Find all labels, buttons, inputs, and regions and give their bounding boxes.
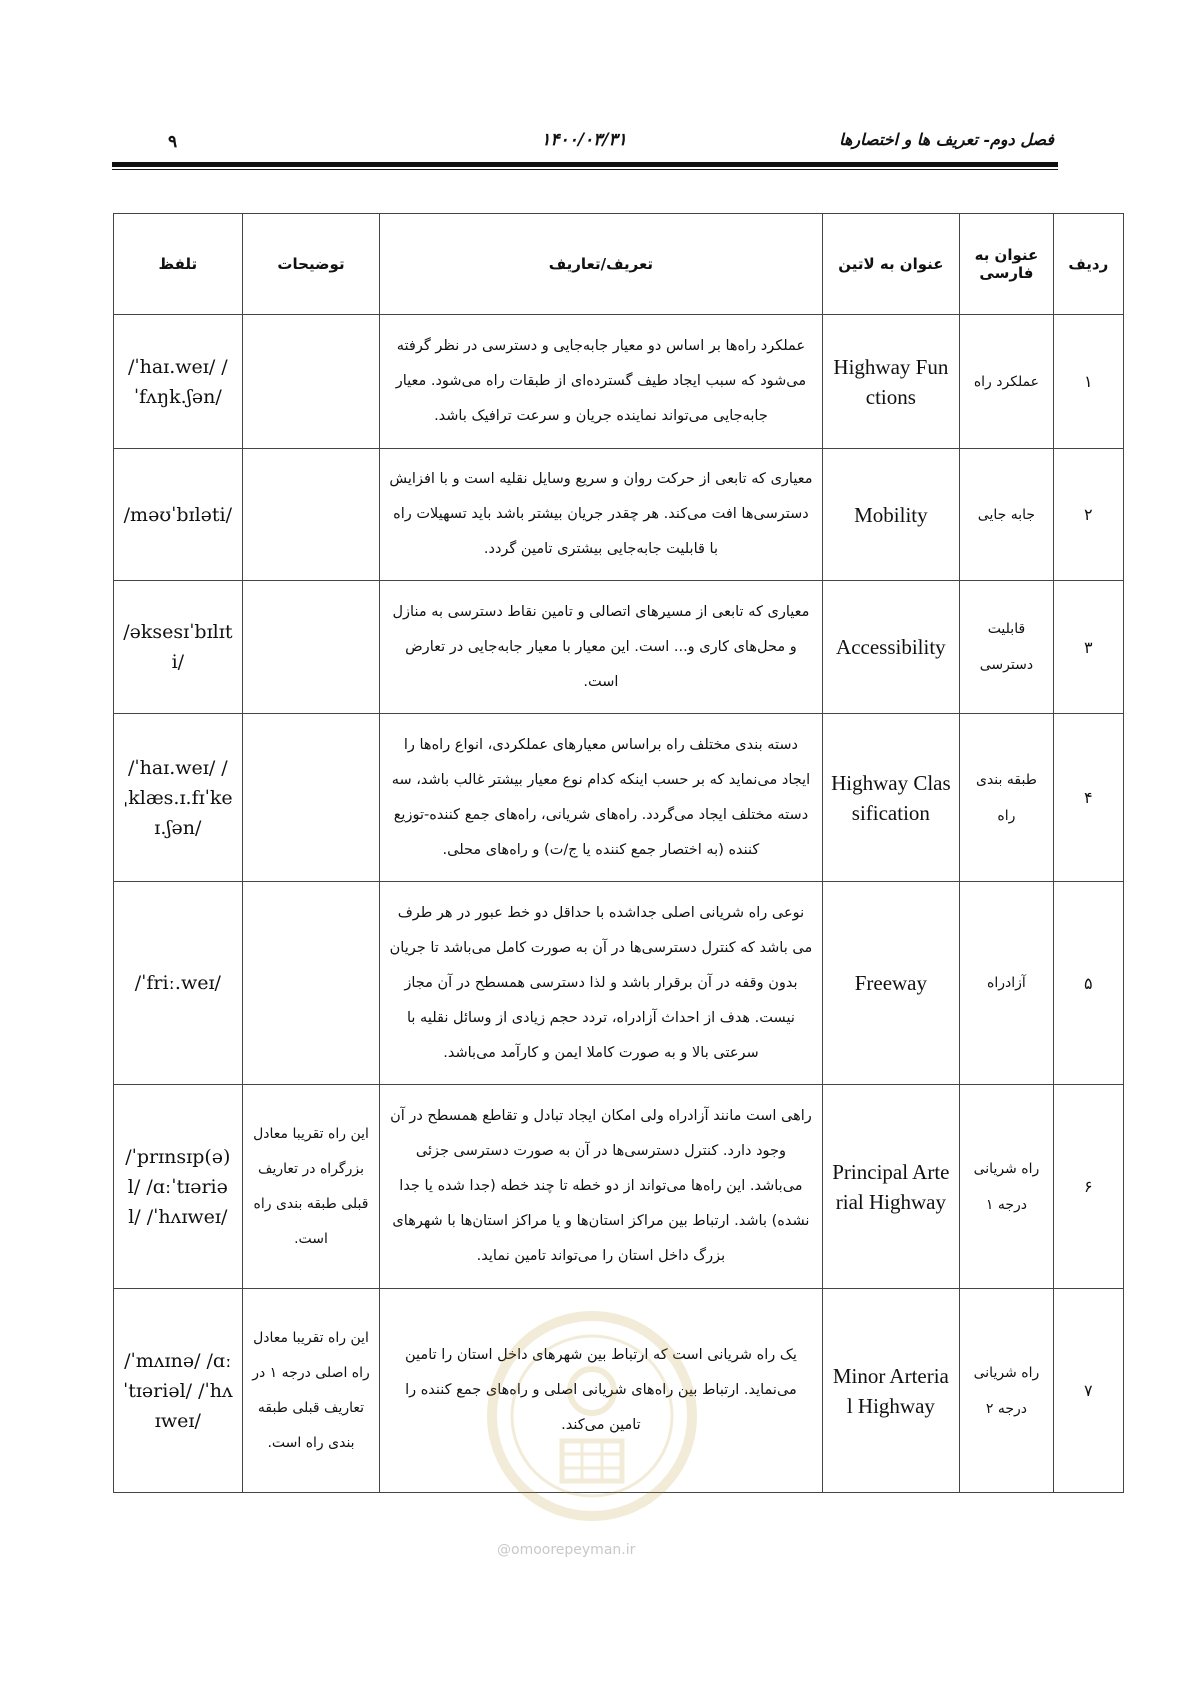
pronunciation: /ˈprɪnsɪp(ə)l/ /ɑːˈtɪəriəl/ /ˈhʌɪweɪ/ [114, 1085, 243, 1289]
definition: معیاری که تابعی از حرکت روان و سریع وسایل نقلیه است و با افزایش دسترسی‌ها افت می‌کند. هر چقدر جریان بیشتر باشد باید تسهیلات راه با قابلیت جابه‌جایی بیشتری تامین گردد. [380, 449, 822, 581]
row-number: ۴ [1053, 714, 1123, 882]
pronunciation: /məʊˈbɪləti/ [114, 449, 243, 581]
latin-title: Accessibility [822, 581, 960, 714]
latin-title: Freeway [822, 882, 960, 1085]
notes: این راه تقریبا معادل بزرگراه در تعاریف قبلی طبقه بندی راه است. [242, 1085, 380, 1289]
header-rule-thin [112, 169, 1058, 170]
latin-title: Highway Classification [822, 714, 960, 882]
row-number: ۲ [1053, 449, 1123, 581]
persian-title: عملکرد راه [960, 315, 1053, 449]
col-header-definition: تعریف/تعاریف [380, 214, 822, 315]
page-number: ۹ [168, 132, 178, 152]
persian-title: راه شریانی درجه ۲ [960, 1289, 1053, 1493]
pronunciation: /əksesɪˈbɪlɪti/ [114, 581, 243, 714]
table-row [114, 315, 1124, 449]
pronunciation: /ˈhaɪ.weɪ/ /ˈfʌŋk.ʃən/ [114, 315, 243, 449]
watermark-seal-icon [482, 1296, 702, 1566]
persian-title: آزادراه [960, 882, 1053, 1085]
row-number: ۶ [1053, 1085, 1123, 1289]
document-date: ۱۴۰۰/۰۳/۳۱ [541, 130, 627, 150]
definition: نوعی راه شریانی اصلی جداشده با حداقل دو خط عبور در هر طرف می باشد که کنترل دسترسی‌ها در آن به صورت کامل می‌باشد تا جریان بدون وقفه در آن برقرار باشد و لذا دسترسی همسطح در آن مجاز نیست. هدف از احداث آزادراه، تردد حجم زیادی از وسائل نقلیه با سرعتی بالا و به صورت کاملا ایمن و کارآمد می‌باشد. [380, 882, 822, 1085]
notes [242, 315, 380, 449]
notes [242, 882, 380, 1085]
pronunciation: /ˈfriː.weɪ/ [114, 882, 243, 1085]
col-header-pronunciation: تلفظ [114, 214, 243, 315]
table-row [114, 1085, 1124, 1289]
persian-title: راه شریانی درجه ۱ [960, 1085, 1053, 1289]
latin-title: Highway Functions [822, 315, 960, 449]
col-header-latin-title: عنوان به لاتین [822, 214, 960, 315]
row-number: ۱ [1053, 315, 1123, 449]
definition: معیاری که تابعی از مسیرهای اتصالی و تامین نقاط دسترسی به منازل و محل‌های کاری و... است. این معیار با معیار جابه‌جایی در تعارض است. [380, 581, 822, 714]
definition: راهی است مانند آزادراه ولی امکان ایجاد تبادل و تقاطع همسطح در آن وجود دارد. کنترل دسترسی‌ها در آن به صورت دسترسی جزئی می‌باشد. این راه‌ها می‌تواند از دو خطه تا چند خطه (جدا شده یا جدا نشده) باشد. ارتباط بین مراکز استان‌ها و یا مراکز استان‌ها با شهرهای بزرگ داخل استان را می‌تواند تامین نماید. [380, 1085, 822, 1289]
latin-title: Minor Arterial Highway [822, 1289, 960, 1493]
row-number: ۷ [1053, 1289, 1123, 1493]
table-row [114, 714, 1124, 882]
row-number: ۳ [1053, 581, 1123, 714]
definition: دسته بندی مختلف راه براساس معیارهای عملکردی، انواع راه‌ها را ایجاد می‌نماید که بر حسب اینکه کدام نوع معیار بیشتر غالب باشد، سه دسته مختلف ایجاد می‌گردد. راه‌های شریانی، راه‌های جمع کننده-توزیع کننده (به اختصار جمع کننده یا ج/ت) و راه‌های محلی. [380, 714, 822, 882]
pronunciation: /ˈmʌɪnə/ /ɑːˈtɪəriəl/ /ˈhʌɪweɪ/ [114, 1289, 243, 1493]
persian-title: جابه جایی [960, 449, 1053, 581]
table-row [114, 449, 1124, 581]
col-header-row: ردیف [1053, 214, 1123, 315]
row-number: ۵ [1053, 882, 1123, 1085]
persian-title: طبقه بندی راه [960, 714, 1053, 882]
notes: این راه تقریبا معادل راه اصلی درجه ۱ در تعاریف قبلی طبقه بندی راه است. [242, 1289, 380, 1493]
table-header-row [114, 214, 1124, 315]
header-rule-thick [112, 162, 1058, 167]
definition: یک راه شریانی است که ارتباط بین شهرهای داخل استان را تامین می‌نماید. ارتباط بین راه‌های شریانی اصلی و راه‌های جمع کننده را تامین می‌کند. [380, 1289, 822, 1493]
notes [242, 449, 380, 581]
definition: عملکرد راه‌ها بر اساس دو معیار جابه‌جایی و دسترسی در نظر گرفته می‌شود که سبب ایجاد طیف گسترده‌ای از طبقات راه می‌شود. معیار جابه‌جایی می‌تواند نماینده جریان و سرعت ترافیک باشد. [380, 315, 822, 449]
chapter-title: فصل دوم- تعریف ها و اختصارها [839, 130, 1054, 149]
page-header [112, 126, 1056, 156]
persian-title: قابلیت دسترسی [960, 581, 1053, 714]
notes [242, 714, 380, 882]
col-header-persian-title: عنوان به فارسی [960, 214, 1053, 315]
col-header-notes: توضیحات [242, 214, 380, 315]
watermark-text: @omoorepeyman.ir [497, 1542, 636, 1558]
latin-title: Mobility [822, 449, 960, 581]
pronunciation: /ˈhaɪ.weɪ/ /ˌklæs.ɪ.fɪˈkeɪ.ʃən/ [114, 714, 243, 882]
table-row [114, 882, 1124, 1085]
table-row [114, 581, 1124, 714]
latin-title: Principal Arterial Highway [822, 1085, 960, 1289]
notes [242, 581, 380, 714]
